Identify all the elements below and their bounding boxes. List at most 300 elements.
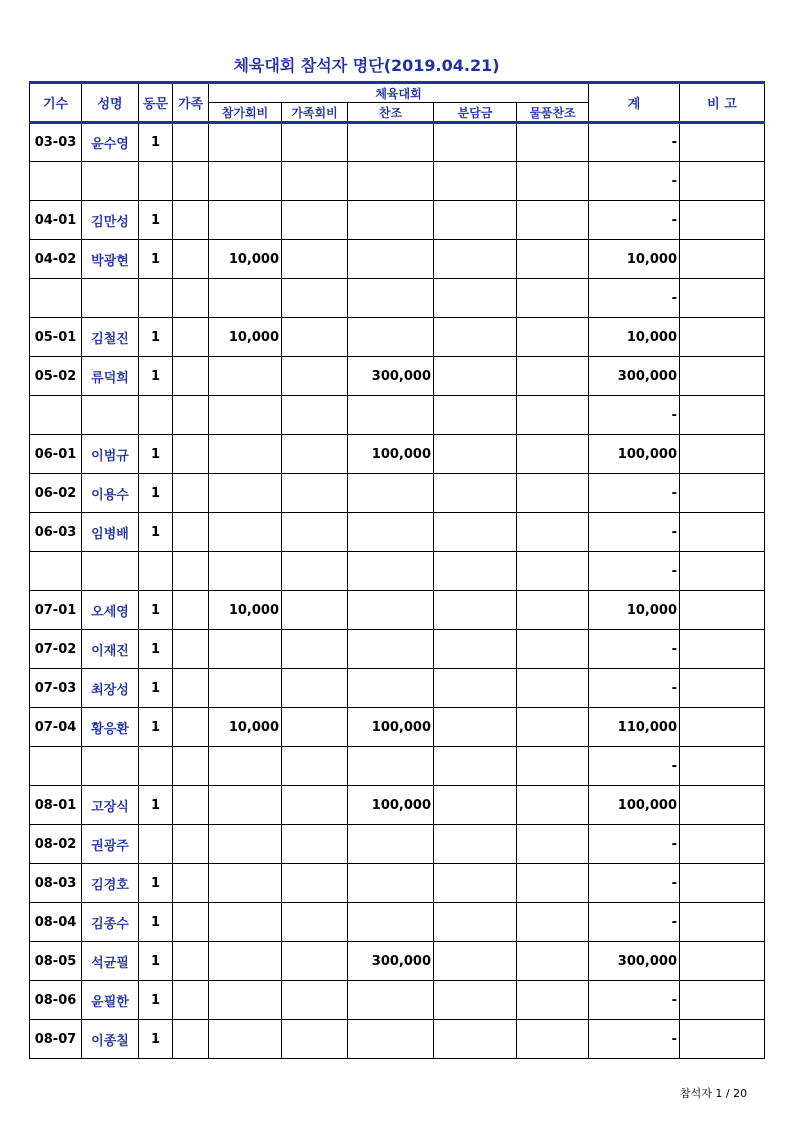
cell-total: - [589, 279, 680, 318]
cell-share [434, 240, 517, 279]
cell-share [434, 357, 517, 396]
cell-goods [517, 201, 589, 240]
cell-dongmun: 1 [139, 708, 173, 747]
cell-goods [517, 864, 589, 903]
header-group-sports-day: 체육대회 [209, 83, 589, 103]
cell-share [434, 591, 517, 630]
cell-share [434, 825, 517, 864]
cell-note [680, 474, 765, 513]
cell-family-fee [282, 825, 348, 864]
cell-dongmun: 1 [139, 513, 173, 552]
cell-name [82, 396, 139, 435]
table-row [30, 279, 765, 318]
cell-fee [209, 942, 282, 981]
cell-total: - [589, 903, 680, 942]
cell-total: - [589, 1020, 680, 1059]
cell-gisu: 05-02 [30, 357, 82, 396]
table-row [30, 162, 765, 201]
cell-family [173, 552, 209, 591]
cell-fee: 10,000 [209, 240, 282, 279]
cell-family [173, 942, 209, 981]
cell-total: 10,000 [589, 240, 680, 279]
cell-gisu: 05-01 [30, 318, 82, 357]
cell-sponsor [348, 240, 434, 279]
cell-share [434, 474, 517, 513]
cell-share [434, 435, 517, 474]
cell-dongmun: 1 [139, 864, 173, 903]
table-row [30, 981, 765, 1020]
cell-sponsor [348, 162, 434, 201]
cell-goods [517, 825, 589, 864]
cell-fee [209, 630, 282, 669]
cell-goods [517, 396, 589, 435]
cell-name: 권광주 [82, 825, 139, 864]
cell-dongmun: 1 [139, 591, 173, 630]
cell-family-fee [282, 708, 348, 747]
cell-family [173, 318, 209, 357]
cell-sponsor [348, 630, 434, 669]
cell-name: 김경호 [82, 864, 139, 903]
table-row [30, 396, 765, 435]
cell-gisu: 08-01 [30, 786, 82, 825]
cell-gisu: 08-02 [30, 825, 82, 864]
cell-goods [517, 318, 589, 357]
table-row [30, 630, 765, 669]
cell-sponsor [348, 318, 434, 357]
cell-goods [517, 279, 589, 318]
table-row [30, 474, 765, 513]
cell-note [680, 240, 765, 279]
cell-dongmun: 1 [139, 357, 173, 396]
table-row [30, 942, 765, 981]
cell-gisu: 08-05 [30, 942, 82, 981]
cell-share [434, 786, 517, 825]
header-family-fee: 가족회비 [282, 103, 348, 123]
cell-fee [209, 903, 282, 942]
cell-family [173, 630, 209, 669]
cell-note [680, 903, 765, 942]
cell-total: 110,000 [589, 708, 680, 747]
cell-share [434, 1020, 517, 1059]
cell-sponsor [348, 591, 434, 630]
cell-gisu: 08-04 [30, 903, 82, 942]
cell-fee [209, 162, 282, 201]
page-footer: 참석자 1 / 20 [680, 1087, 748, 1100]
cell-name [82, 279, 139, 318]
cell-sponsor [348, 279, 434, 318]
cell-name: 임병배 [82, 513, 139, 552]
cell-fee [209, 474, 282, 513]
cell-family [173, 396, 209, 435]
cell-share [434, 630, 517, 669]
cell-name [82, 162, 139, 201]
cell-family-fee [282, 903, 348, 942]
cell-total: - [589, 552, 680, 591]
cell-family-fee [282, 864, 348, 903]
cell-share [434, 396, 517, 435]
cell-total: - [589, 747, 680, 786]
cell-family-fee [282, 240, 348, 279]
cell-family-fee [282, 279, 348, 318]
cell-note [680, 864, 765, 903]
header-note: 비 고 [680, 83, 765, 123]
cell-dongmun: 1 [139, 942, 173, 981]
cell-note [680, 981, 765, 1020]
cell-family [173, 1020, 209, 1059]
cell-sponsor [348, 669, 434, 708]
cell-family [173, 240, 209, 279]
cell-dongmun: 1 [139, 669, 173, 708]
attendee-table [29, 81, 765, 1059]
cell-share [434, 162, 517, 201]
cell-total: - [589, 123, 680, 162]
cell-dongmun [139, 552, 173, 591]
cell-sponsor [348, 474, 434, 513]
cell-name: 류덕희 [82, 357, 139, 396]
cell-name: 김철진 [82, 318, 139, 357]
cell-dongmun [139, 747, 173, 786]
cell-total: - [589, 513, 680, 552]
cell-goods [517, 942, 589, 981]
cell-note [680, 825, 765, 864]
header-name: 성명 [82, 83, 139, 123]
cell-sponsor [348, 201, 434, 240]
cell-total: - [589, 825, 680, 864]
table-row [30, 864, 765, 903]
cell-goods [517, 357, 589, 396]
cell-sponsor: 100,000 [348, 708, 434, 747]
cell-share [434, 669, 517, 708]
table-row [30, 318, 765, 357]
table-row [30, 552, 765, 591]
cell-family [173, 747, 209, 786]
cell-share [434, 201, 517, 240]
cell-family-fee [282, 1020, 348, 1059]
cell-total: - [589, 201, 680, 240]
cell-family [173, 981, 209, 1020]
cell-sponsor [348, 747, 434, 786]
cell-fee [209, 279, 282, 318]
cell-name: 석균필 [82, 942, 139, 981]
cell-sponsor [348, 396, 434, 435]
cell-gisu [30, 747, 82, 786]
cell-gisu: 07-04 [30, 708, 82, 747]
cell-sponsor [348, 1020, 434, 1059]
cell-gisu: 06-01 [30, 435, 82, 474]
cell-note [680, 747, 765, 786]
page-title: 체육대회 참석자 명단(2019.04.21) [233, 56, 500, 75]
cell-goods [517, 669, 589, 708]
cell-family-fee [282, 396, 348, 435]
table-row [30, 825, 765, 864]
cell-dongmun [139, 279, 173, 318]
cell-sponsor: 300,000 [348, 942, 434, 981]
cell-total: 10,000 [589, 591, 680, 630]
cell-fee [209, 396, 282, 435]
cell-family-fee [282, 786, 348, 825]
cell-family [173, 162, 209, 201]
cell-goods [517, 162, 589, 201]
cell-name: 윤필한 [82, 981, 139, 1020]
cell-goods [517, 123, 589, 162]
cell-name: 윤수영 [82, 123, 139, 162]
cell-share [434, 513, 517, 552]
cell-family [173, 435, 209, 474]
cell-fee [209, 669, 282, 708]
cell-family [173, 474, 209, 513]
cell-goods [517, 747, 589, 786]
cell-gisu [30, 279, 82, 318]
cell-name: 최장성 [82, 669, 139, 708]
cell-family-fee [282, 591, 348, 630]
cell-gisu: 08-07 [30, 1020, 82, 1059]
cell-total: - [589, 630, 680, 669]
cell-total: - [589, 864, 680, 903]
cell-fee [209, 981, 282, 1020]
cell-family [173, 786, 209, 825]
cell-fee [209, 747, 282, 786]
table-row [30, 903, 765, 942]
cell-gisu: 04-02 [30, 240, 82, 279]
cell-note [680, 552, 765, 591]
cell-sponsor [348, 552, 434, 591]
cell-dongmun [139, 396, 173, 435]
cell-total: 300,000 [589, 942, 680, 981]
cell-dongmun: 1 [139, 1020, 173, 1059]
cell-fee: 10,000 [209, 318, 282, 357]
cell-family [173, 903, 209, 942]
cell-share [434, 552, 517, 591]
cell-family-fee [282, 669, 348, 708]
cell-name: 김종수 [82, 903, 139, 942]
cell-share [434, 123, 517, 162]
cell-note [680, 513, 765, 552]
table-row [30, 669, 765, 708]
cell-share [434, 864, 517, 903]
cell-note [680, 357, 765, 396]
cell-name [82, 552, 139, 591]
cell-gisu: 08-06 [30, 981, 82, 1020]
cell-family-fee [282, 357, 348, 396]
table-row [30, 435, 765, 474]
cell-family [173, 279, 209, 318]
cell-goods [517, 552, 589, 591]
cell-share [434, 903, 517, 942]
cell-goods [517, 1020, 589, 1059]
cell-dongmun: 1 [139, 903, 173, 942]
table-row [30, 123, 765, 162]
cell-fee [209, 825, 282, 864]
header-goods: 물품찬조 [517, 103, 589, 123]
cell-share [434, 747, 517, 786]
cell-family-fee [282, 474, 348, 513]
cell-note [680, 786, 765, 825]
cell-sponsor: 300,000 [348, 357, 434, 396]
cell-fee [209, 123, 282, 162]
cell-sponsor [348, 825, 434, 864]
cell-family [173, 825, 209, 864]
cell-gisu [30, 162, 82, 201]
cell-family [173, 201, 209, 240]
cell-gisu: 06-03 [30, 513, 82, 552]
cell-fee [209, 552, 282, 591]
cell-gisu [30, 396, 82, 435]
cell-family [173, 513, 209, 552]
cell-note [680, 669, 765, 708]
cell-family [173, 357, 209, 396]
cell-total: - [589, 474, 680, 513]
cell-dongmun: 1 [139, 630, 173, 669]
header-family: 가족 [173, 83, 209, 123]
table-row [30, 240, 765, 279]
cell-note [680, 162, 765, 201]
table-row [30, 513, 765, 552]
cell-family-fee [282, 123, 348, 162]
cell-goods [517, 630, 589, 669]
cell-total: 100,000 [589, 786, 680, 825]
cell-fee [209, 357, 282, 396]
cell-fee [209, 435, 282, 474]
cell-note [680, 630, 765, 669]
cell-family-fee [282, 318, 348, 357]
cell-fee [209, 201, 282, 240]
cell-family-fee [282, 435, 348, 474]
cell-name: 이용수 [82, 474, 139, 513]
cell-gisu: 08-03 [30, 864, 82, 903]
cell-note [680, 318, 765, 357]
cell-name: 이범규 [82, 435, 139, 474]
cell-note [680, 708, 765, 747]
cell-name: 황응환 [82, 708, 139, 747]
cell-family [173, 591, 209, 630]
table-row [30, 1020, 765, 1059]
cell-family-fee [282, 630, 348, 669]
cell-gisu: 07-02 [30, 630, 82, 669]
cell-family-fee [282, 552, 348, 591]
cell-fee [209, 513, 282, 552]
cell-sponsor [348, 123, 434, 162]
cell-name: 오세영 [82, 591, 139, 630]
cell-dongmun: 1 [139, 240, 173, 279]
cell-gisu: 07-01 [30, 591, 82, 630]
cell-note [680, 123, 765, 162]
cell-gisu: 03-03 [30, 123, 82, 162]
cell-goods [517, 708, 589, 747]
cell-name: 고장식 [82, 786, 139, 825]
table-row [30, 786, 765, 825]
cell-dongmun: 1 [139, 474, 173, 513]
table-row [30, 201, 765, 240]
cell-sponsor [348, 513, 434, 552]
cell-total: 10,000 [589, 318, 680, 357]
cell-family-fee [282, 513, 348, 552]
cell-fee [209, 864, 282, 903]
cell-family [173, 864, 209, 903]
cell-fee [209, 1020, 282, 1059]
header-sponsor: 찬조 [348, 103, 434, 123]
cell-goods [517, 474, 589, 513]
cell-total: - [589, 981, 680, 1020]
cell-share [434, 942, 517, 981]
cell-goods [517, 513, 589, 552]
cell-family [173, 123, 209, 162]
cell-gisu: 06-02 [30, 474, 82, 513]
cell-total: - [589, 396, 680, 435]
cell-sponsor [348, 864, 434, 903]
cell-share [434, 981, 517, 1020]
cell-note [680, 1020, 765, 1059]
cell-family-fee [282, 981, 348, 1020]
cell-share [434, 318, 517, 357]
cell-share [434, 279, 517, 318]
cell-name: 이종칠 [82, 1020, 139, 1059]
cell-note [680, 591, 765, 630]
cell-family-fee [282, 201, 348, 240]
table-row [30, 747, 765, 786]
cell-gisu [30, 552, 82, 591]
cell-dongmun: 1 [139, 786, 173, 825]
cell-share [434, 708, 517, 747]
header-dongmun: 동문 [139, 83, 173, 123]
cell-dongmun: 1 [139, 201, 173, 240]
cell-dongmun [139, 162, 173, 201]
cell-sponsor [348, 981, 434, 1020]
header-total: 계 [589, 83, 680, 123]
cell-note [680, 396, 765, 435]
cell-dongmun: 1 [139, 123, 173, 162]
cell-family-fee [282, 747, 348, 786]
table-row [30, 357, 765, 396]
cell-name: 박광현 [82, 240, 139, 279]
cell-gisu: 04-01 [30, 201, 82, 240]
cell-fee: 10,000 [209, 591, 282, 630]
cell-note [680, 435, 765, 474]
header-fee: 참가회비 [209, 103, 282, 123]
cell-dongmun: 1 [139, 318, 173, 357]
cell-goods [517, 591, 589, 630]
cell-dongmun [139, 825, 173, 864]
cell-goods [517, 240, 589, 279]
cell-name: 김만성 [82, 201, 139, 240]
cell-family [173, 669, 209, 708]
cell-goods [517, 903, 589, 942]
cell-family-fee [282, 162, 348, 201]
table-row [30, 591, 765, 630]
cell-family [173, 708, 209, 747]
cell-note [680, 201, 765, 240]
cell-family-fee [282, 942, 348, 981]
cell-total: - [589, 669, 680, 708]
cell-goods [517, 435, 589, 474]
cell-dongmun: 1 [139, 435, 173, 474]
header-share: 분담금 [434, 103, 517, 123]
cell-note [680, 942, 765, 981]
header-gisu: 기수 [30, 83, 82, 123]
cell-total: 300,000 [589, 357, 680, 396]
cell-gisu: 07-03 [30, 669, 82, 708]
cell-sponsor: 100,000 [348, 786, 434, 825]
cell-fee [209, 786, 282, 825]
cell-dongmun: 1 [139, 981, 173, 1020]
table-body [30, 123, 765, 1059]
cell-total: 100,000 [589, 435, 680, 474]
cell-name: 이재진 [82, 630, 139, 669]
table-row [30, 708, 765, 747]
cell-sponsor [348, 903, 434, 942]
cell-note [680, 279, 765, 318]
cell-sponsor: 100,000 [348, 435, 434, 474]
cell-goods [517, 786, 589, 825]
